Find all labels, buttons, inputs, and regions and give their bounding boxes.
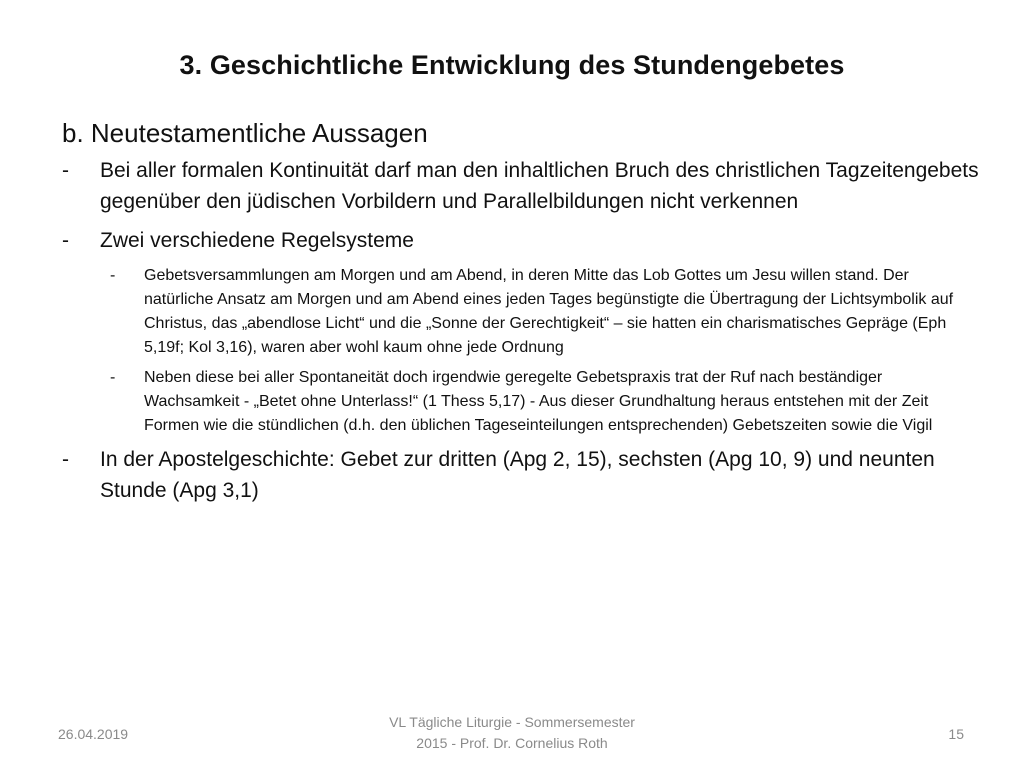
bullet-text: Zwei verschiedene Regelsysteme (100, 229, 414, 252)
footer-center-text (362, 712, 662, 754)
sub-bullet-text: Neben diese bei aller Spontaneität doch irgendwie geregelte Gebetspraxis trat der Ruf nach beständiger Wachsamkeit - „Betet ohne Unterlass!“ (1 Thess 5,17) - Aus dieser Grundhaltung heraus entstehen mit der Zeit Formen wie die stündlichen (d.h. den üblichen Tageseinteilungen entsprechenden) Gebetszeiten sowie die Vigil (144, 369, 933, 434)
slide-footer (0, 712, 1024, 762)
footer-date: 26.04.2019 (58, 726, 129, 742)
footer-center-line-2: 2015 - Prof. Dr. Cornelius Roth (416, 735, 608, 751)
sub-bullet-item (110, 264, 982, 360)
slide-subtitle: b. Neutestamentliche Aussagen (62, 118, 428, 148)
bullet-text: In der Apostelgeschichte: Gebet zur dritten (Apg 2, 15), sechsten (Apg 10, 9) und neunten Stunde (Apg 3,1) (100, 448, 935, 502)
slide-title: 3. Geschichtliche Entwicklung des Stundengebetes (179, 50, 845, 80)
sub-bullet-item (110, 366, 982, 438)
footer-center-line-1: VL Tägliche Liturgie - Sommersemester (389, 714, 635, 730)
slide-content (62, 118, 982, 514)
bullet-marker: - (62, 229, 69, 252)
bullet-text: Bei aller formalen Kontinuität darf man den inhaltlichen Bruch des christlichen Tagzeitengebets gegenüber den jüdischen Vorbildern und Parallelbildungen nicht verkennen (100, 159, 979, 213)
bullet-item (62, 225, 982, 256)
bullet-item (62, 444, 982, 506)
bullet-marker: - (62, 159, 69, 182)
sub-bullet-text: Gebetsversammlungen am Morgen und am Abend, in deren Mitte das Lob Gottes um Jesu willen stand. Der natürliche Ansatz am Morgen und am Abend eines jeden Tages begünstigte die Übertragung der Lichtsymbolik auf Christus, das „abendlose Licht“ und die „Sonne der Gerechtigkeit“ – sie hatten ein charismatisches Gepräge (Eph 5,19f; Kol 3,16), waren aber wohl kaum ohne jede Ordnung (144, 267, 954, 356)
page-number: 15 (948, 726, 964, 742)
bullet-item (62, 155, 982, 217)
sub-bullet-marker: - (110, 267, 116, 284)
sub-bullet-marker: - (110, 369, 116, 386)
bullet-marker: - (62, 448, 69, 471)
